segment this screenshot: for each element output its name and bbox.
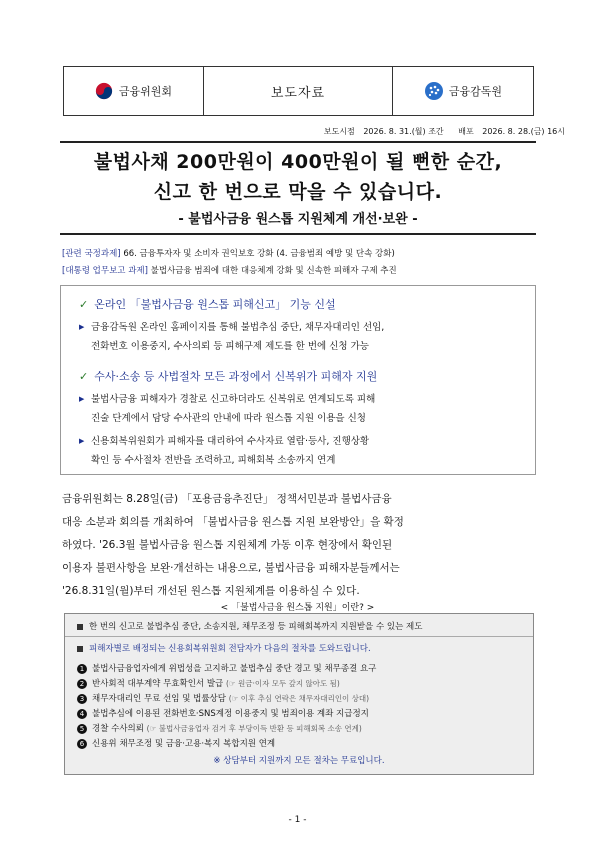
summary-bullet-3-line-2: 확인 등 수사절차 전반을 조력하고, 피해회복 소송까지 연계 bbox=[91, 455, 336, 466]
reference-row-1 bbox=[77, 620, 532, 632]
square-bullet-icon bbox=[77, 646, 83, 652]
related-task-2 bbox=[62, 263, 538, 280]
right-org-name: 금융감독원 bbox=[448, 85, 503, 98]
related-task-1 bbox=[62, 246, 538, 263]
summary-bullet-1-line-2: 전화번호 이용중지, 수사의뢰 등 피해구제 제도를 한 번에 신청 가능 bbox=[91, 341, 369, 352]
related-tasks bbox=[62, 246, 538, 280]
checkmark-icon: ✓ bbox=[79, 370, 89, 383]
circled-number-icon: 2 bbox=[77, 679, 87, 689]
summary-heading-2-text: 수사·소송 등 사법절차 모든 과정에서 신복위가 피해자 지원 bbox=[94, 370, 378, 383]
headline-box bbox=[60, 141, 536, 235]
left-org-name: 금융위원회 bbox=[118, 85, 173, 98]
circled-number-icon: 4 bbox=[77, 709, 87, 719]
press-release-label: 보도자료 bbox=[204, 67, 393, 115]
circled-number-icon: 1 bbox=[77, 664, 87, 674]
reference-step-2 bbox=[77, 677, 532, 689]
related-task-1-value: 66. 금융투자자 및 소비자 권익보호 강화 (4. 금융범죄 예방 및 단속 강화) bbox=[123, 249, 395, 259]
body-line-2: 대응 소분과 회의를 개최하여 「불법사금융 원스톱 지원 보완방안」을 확정 bbox=[62, 516, 404, 528]
fsc-taegeuk-logo-icon bbox=[95, 82, 113, 100]
summary-bullet-2 bbox=[79, 390, 531, 428]
embargo-value: 2026. 8. 31.(월) 조간 bbox=[363, 127, 444, 136]
header-right-cell bbox=[393, 67, 533, 115]
summary-heading-2 bbox=[79, 368, 377, 384]
summary-box bbox=[60, 285, 536, 475]
related-task-2-label: [대통령 업무보고 과제] bbox=[62, 266, 148, 276]
release-dates bbox=[0, 126, 565, 137]
body-line-3: 하였다. '26.3월 불법사금융 원스톱 지원체계 가동 이후 현장에서 확인된 bbox=[62, 539, 393, 551]
reference-step-2-text: 반사회적 대부계약 무효확인서 발급 bbox=[92, 679, 224, 689]
checkmark-icon: ✓ bbox=[79, 298, 89, 311]
release-value: 2026. 8. 28.(금) 16시 bbox=[482, 127, 565, 136]
related-task-1-label: [관련 국정과제] bbox=[62, 249, 121, 259]
summary-bullet-1 bbox=[79, 318, 531, 356]
reference-row-2-text: 피해자별로 배정되는 신용회복위원회 전담자가 다음의 절차를 도와드립니다. bbox=[89, 644, 371, 654]
reference-box bbox=[64, 613, 534, 775]
summary-bullet-3 bbox=[79, 432, 531, 470]
summary-bullet-2-line-1: 불법사금융 피해자가 경찰로 신고하더라도 신복위로 연계되도록 피해 bbox=[91, 394, 376, 405]
fss-globe-logo-icon bbox=[424, 81, 444, 101]
reference-step-5-text: 경찰 수사의뢰 bbox=[92, 724, 144, 734]
reference-step-3-text: 채무자대리인 무료 선임 및 법률상담 bbox=[92, 694, 226, 704]
reference-step-4 bbox=[77, 707, 532, 719]
summary-bullet-1-line-1: 금융감독원 온라인 홈페이지를 통해 불법추심 중단, 채무자대리인 선임, bbox=[91, 322, 385, 333]
body-line-4: 이용자 불편사항을 보완·개선하는 내용으로, 불법사금융 피해자분들께서는 bbox=[62, 562, 400, 574]
reference-step-1 bbox=[77, 662, 532, 674]
circled-number-icon: 5 bbox=[77, 724, 87, 734]
summary-bullet-3-line-1: 신용회복위원회가 피해자를 대리하여 수사자료 열람·등사, 진행상황 bbox=[91, 436, 370, 447]
page-number: - 1 - bbox=[288, 815, 307, 825]
body-paragraph bbox=[62, 488, 540, 603]
body-line-1: 금융위원회는 8.28일(금) 「포용금융추진단」 정책서민분과 불법사금융 bbox=[62, 493, 392, 505]
circled-number-icon: 6 bbox=[77, 739, 87, 749]
header-left-cell bbox=[64, 67, 204, 115]
triangle-bullet-icon: ▶ bbox=[79, 323, 85, 331]
reference-step-5 bbox=[77, 722, 532, 734]
summary-heading-1 bbox=[79, 296, 336, 312]
reference-row-2 bbox=[77, 642, 532, 654]
reference-step-6 bbox=[77, 737, 532, 749]
release-label: 배포 bbox=[458, 127, 474, 136]
reference-row-1-text: 한 번의 신고로 불법추심 중단, 소송지원, 채무조정 등 피해회복까지 지원받을 수 있는 제도 bbox=[89, 622, 423, 632]
related-task-2-value: 불법사금융 범죄에 대한 대응체계 강화 및 신속한 피해자 구제 추진 bbox=[150, 266, 397, 276]
reference-step-3-note: (☞ 이후 추심 연락은 채무자대리인이 상대) bbox=[228, 694, 370, 703]
triangle-bullet-icon: ▶ bbox=[79, 437, 85, 445]
triangle-bullet-icon: ▶ bbox=[79, 395, 85, 403]
reference-step-2-note: (☞ 원금·이자 모두 갚지 않아도 됨) bbox=[225, 679, 340, 688]
reference-step-5-note: (☞ 불법사금융업자 검거 후 부당이득 반환 등 피해회복 소송 연계) bbox=[146, 724, 362, 733]
headline-subtitle: - 불법사금융 원스톱 지원체계 개선·보완 - bbox=[178, 212, 418, 227]
reference-step-4-text: 불법추심에 이용된 전화번호·SNS계정 이용중지 및 범죄이용 계좌 지급정지 bbox=[92, 709, 369, 719]
summary-heading-1-text: 온라인 「불법사금융 원스톱 피해신고」 기능 신설 bbox=[94, 298, 336, 311]
summary-bullet-2-line-2: 진술 단계에서 담당 수사관의 안내에 따라 원스톱 지원 이용을 신청 bbox=[91, 413, 366, 424]
reference-step-6-text: 신용위 채무조정 및 금융·고용·복지 복합지원 연계 bbox=[92, 739, 276, 749]
headline-line-2: 신고 한 번으로 막을 수 있습니다. bbox=[153, 181, 443, 203]
embargo-label: 보도시점 bbox=[323, 127, 355, 136]
reference-title: < 「불법사금융 원스톱 지원」이란? > bbox=[220, 603, 375, 613]
press-header-box bbox=[63, 66, 534, 116]
reference-divider bbox=[65, 636, 533, 637]
square-bullet-icon bbox=[77, 624, 83, 630]
headline-line-1: 불법사채 200만원이 400만원이 될 뻔한 순간, bbox=[93, 151, 503, 173]
circled-number-icon: 3 bbox=[77, 694, 87, 704]
reference-footnote: ※ 상담부터 지원까지 모든 절차는 무료입니다. bbox=[213, 756, 385, 766]
reference-step-3 bbox=[77, 692, 532, 704]
reference-step-1-text: 불법사금융업자에게 위법성을 고지하고 불법추심 중단 경고 및 채무종결 요구 bbox=[92, 664, 377, 674]
body-line-5: '26.8.31일(월)부터 개선된 원스톱 지원체계를 이용하실 수 있다. bbox=[62, 585, 360, 597]
